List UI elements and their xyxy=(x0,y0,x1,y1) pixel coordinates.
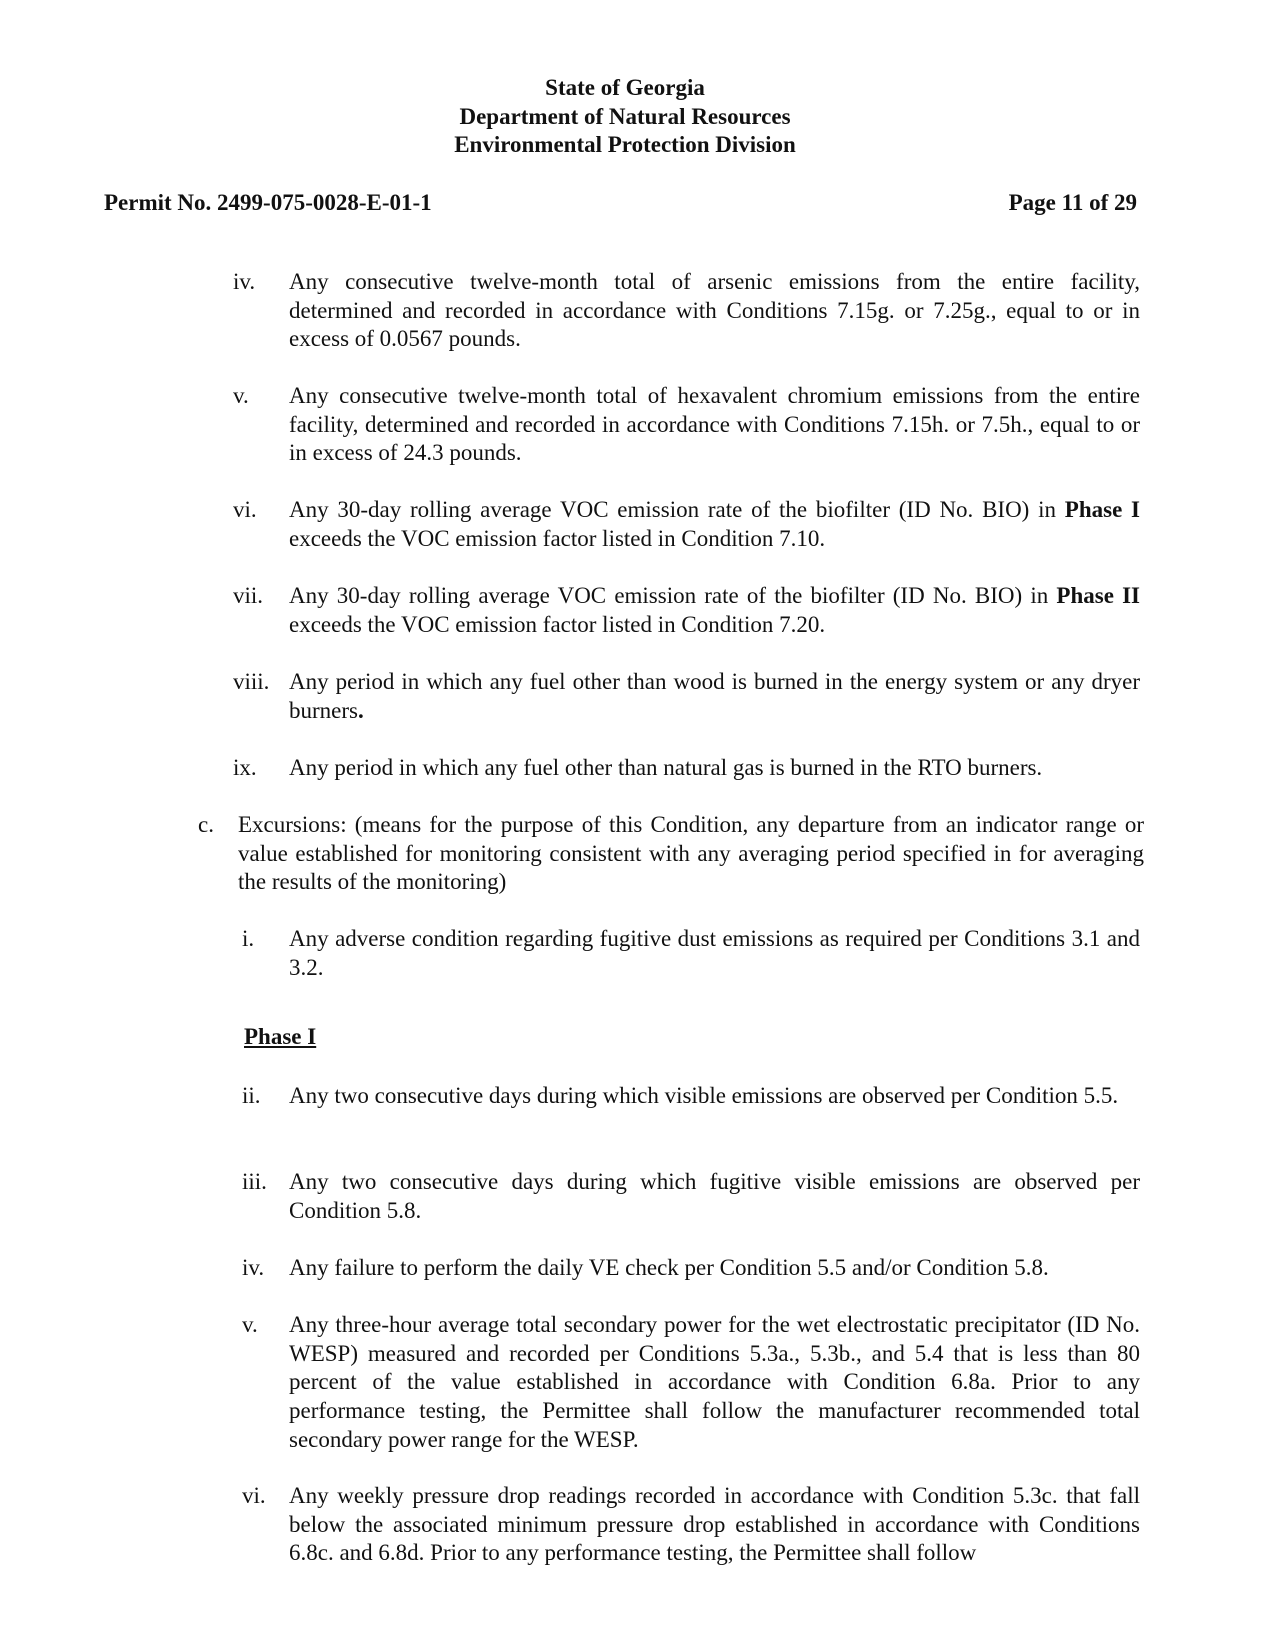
item-text: Any consecutive twelve-month total of arsenic emissions from the entire facility, determined and recorded in accordance with Conditions 7.15g. or 7.25g., equal to or in excess of 0.0567 pounds. xyxy=(289,269,1140,352)
section-marker: c. xyxy=(198,812,214,837)
list-item xyxy=(233,668,1140,725)
section-text: Excursions: (means for the purpose of this Condition, any departure from an indicator range or value established for monitoring consistent with any averaging period specified in for averaging the results of the monitoring) xyxy=(238,812,1144,895)
list-item xyxy=(233,382,1140,468)
list-item xyxy=(233,1482,1140,1568)
phase-bold: Phase II xyxy=(1056,583,1140,608)
permit-number: Permit No. 2499-075-0028-E-01-1 xyxy=(104,190,432,215)
item-marker: vii. xyxy=(233,583,264,608)
item-marker: vi. xyxy=(233,497,257,522)
item-text: Any adverse condition regarding fugitive dust emissions as required per Conditions 3.1 and 3.2. xyxy=(289,926,1140,980)
item-marker: iv. xyxy=(233,269,256,294)
item-text: Any three-hour average total secondary power for the wet electrostatic precipitator (ID No. WESP) measured and recorded per Conditions 5.3a., 5.3b., and 5.4 that is less than 80 percent of the value established in accordance with Condition 6.8a. Prior to any performance testing, the Permittee shall follow the manufacturer recommended total secondary power range for the WESP. xyxy=(289,1312,1140,1452)
item-marker: i. xyxy=(242,926,255,951)
permit-line xyxy=(104,189,1137,217)
list-item xyxy=(233,754,1140,783)
item-text: Any 30-day rolling average VOC emission rate of the biofilter (ID No. BIO) in Phase II exceeds the VOC emission factor listed in Condition 7.20. xyxy=(289,583,1140,637)
phase-bold: Phase I xyxy=(1064,497,1141,522)
header-state: State of Georgia xyxy=(545,75,705,100)
item-text: Any failure to perform the daily VE check per Condition 5.5 and/or Condition 5.8. xyxy=(289,1255,1049,1280)
item-marker: iv. xyxy=(242,1255,265,1280)
section-c xyxy=(198,811,1144,897)
item-text: Any period in which any fuel other than natural gas is burned in the RTO burners. xyxy=(289,755,1043,780)
item-marker: ix. xyxy=(233,755,257,780)
list-item xyxy=(233,496,1140,553)
item-marker: ii. xyxy=(242,1083,261,1108)
item-marker: v. xyxy=(233,383,249,408)
header-department: Department of Natural Resources xyxy=(459,103,791,129)
header-division: Environmental Protection Division xyxy=(454,132,796,157)
item-marker: v. xyxy=(242,1312,258,1337)
item-text: Any 30-day rolling average VOC emission rate of the biofilter (ID No. BIO) in Phase I exceeds the VOC emission factor listed in Condition 7.10. xyxy=(289,497,1141,551)
item-text: Any consecutive twelve-month total of hexavalent chromium emissions from the entire facility, determined and recorded in accordance with Conditions 7.15h. or 7.5h., equal to or in excess of 24.3 pounds. xyxy=(289,383,1140,466)
item-marker: vi. xyxy=(242,1483,266,1508)
item-text: Any two consecutive days during which fugitive visible emissions are observed per Condition 5.8. xyxy=(289,1169,1140,1223)
list-item xyxy=(233,582,1140,639)
list-item xyxy=(233,925,1140,982)
list-item xyxy=(233,1311,1140,1455)
item-text: Any two consecutive days during which visible emissions are observed per Condition 5.5. xyxy=(289,1083,1119,1108)
item-marker: iii. xyxy=(242,1169,267,1194)
item-text: Any period in which any fuel other than wood is burned in the energy system or any dryer burners. xyxy=(289,669,1140,723)
agency-header xyxy=(0,74,1250,160)
page-number: Page 11 of 29 xyxy=(1008,190,1137,215)
item-marker: viii. xyxy=(233,669,270,694)
list-item xyxy=(233,1254,1140,1283)
list-item xyxy=(233,268,1140,354)
list-item xyxy=(233,1168,1140,1225)
item-text: Any weekly pressure drop readings recorded in accordance with Condition 5.3c. that fall below the associated minimum pressure drop established in accordance with Conditions 6.8c. and 6.8d. Prior to any performance testing, the Permittee shall follow xyxy=(289,1483,1140,1566)
list-item xyxy=(233,1082,1140,1111)
phase-subheading: Phase I xyxy=(244,1024,317,1049)
